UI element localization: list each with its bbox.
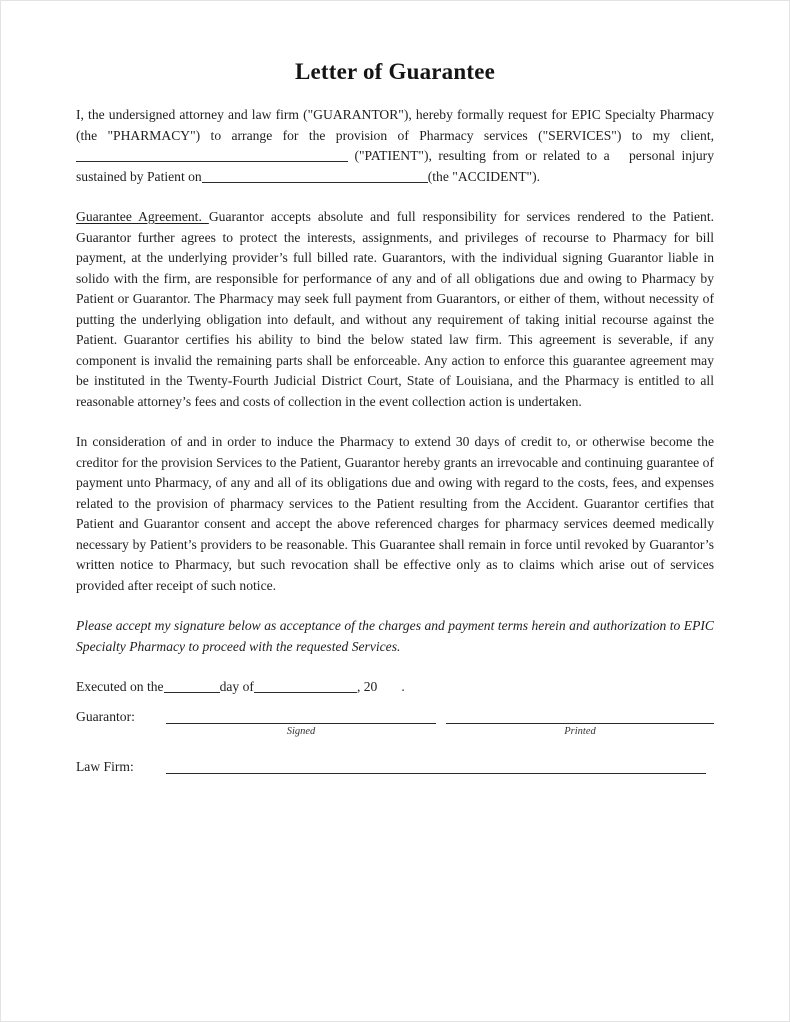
execution-prefix: Executed on the [76,679,164,694]
acceptance-paragraph [76,616,714,657]
printed-caption: Printed [564,725,596,737]
guarantor-signed-column [166,708,436,738]
patient-name-blank[interactable] [76,147,348,162]
execution-year-prefix: , 20 [356,679,378,694]
consideration-paragraph [76,432,714,596]
accident-date-blank[interactable] [202,168,428,183]
execution-month-blank[interactable] [254,678,357,693]
execution-period: . [401,679,405,694]
execution-year-blank[interactable] [377,679,401,693]
intro-paragraph [76,105,714,187]
guarantor-signature-row [76,708,714,738]
execution-middle: day of [219,679,254,694]
guarantor-printed-line[interactable] [446,708,714,724]
intro-text-lead: I, the undersigned attorney and law firm ("GUARANTOR"), hereby formally request for EPIC Specialty Pharmacy (the "PHARMACY") to arrange for the provision of Pharmacy services ("SERVICES") to my client, [76,107,714,143]
guarantee-agreement-body: Guarantor accepts absolute and full responsibility for services rendered to the Patient. Guarantor further agrees to protect the interests, assignments, and privileges of recourse to Pharmacy for bill payment, at the underlying provider’s full billed rate. Guarantors, with the individual signing Guarantor liable in solido with the firm, are responsible for performance of any and of all obligations due and owing to Pharmacy by Patient or Guarantor. The Pharmacy may seek full payment from Guarantors, or either of them, without necessity of putting the underlying obligation into default, and without any requirement of taking initial recourse against the Patient. Guarantor certifies his ability to bind the below stated law firm. This agreement is severable, if any component is invalid the remaining parts shall be enforceable. Any action to enforce this guarantee agreement may be instituted in the Twenty-Fourth Judicial District Court, State of Louisiana, and the Pharmacy is entitled to all reasonable attorney’s fees and costs of collection in the event collection action is undertaken. [76,209,715,409]
guarantor-signed-line[interactable] [166,708,436,724]
execution-line [76,677,714,698]
guarantee-agreement-heading: Guarantee Agreement. [76,209,209,224]
law-firm-line[interactable] [166,758,706,774]
guarantor-label: Guarantor: [76,708,135,724]
guarantee-agreement-paragraph [76,207,714,412]
execution-day-blank[interactable] [164,678,220,693]
law-firm-row [76,758,714,775]
signed-caption: Signed [286,725,316,737]
law-firm-label: Law Firm: [76,758,134,774]
document-title: Letter of Guarantee [294,59,496,84]
intro-text-tail: (the "ACCIDENT"). [427,168,541,184]
guarantor-printed-column [446,708,714,738]
acceptance-body: Please accept my signature below as acceptance of the charges and payment terms herein and authorization to EPIC Specialty Pharmacy to proceed with the requested Services. [76,618,714,654]
consideration-body: In consideration of and in order to induce the Pharmacy to extend 30 days of credit to, or otherwise become the creditor for the provision Services to the Patient, Guarantor hereby grants an irrevocable and continuing guarantee of payment unto Pharmacy, of any and all of its obligations due and owing with regard to the costs, fees, and expenses related to the provision of pharmacy services to the Patient resulting from the Accident. Guarantor certifies that Patient and Guarantor consent and accept the above referenced charges for pharmacy services deemed medically necessary by Patient’s providers to be reasonable. This Guarantee shall remain in force until revoked by Guarantor’s written notice to Pharmacy, but such revocation shall be effective only as to claims which arise out of services provided after receipt of such notice. [76,434,714,593]
intro-text-middle: ("PATIENT"), resulting from or related to a personal injury sustained by Patient on [76,148,714,184]
